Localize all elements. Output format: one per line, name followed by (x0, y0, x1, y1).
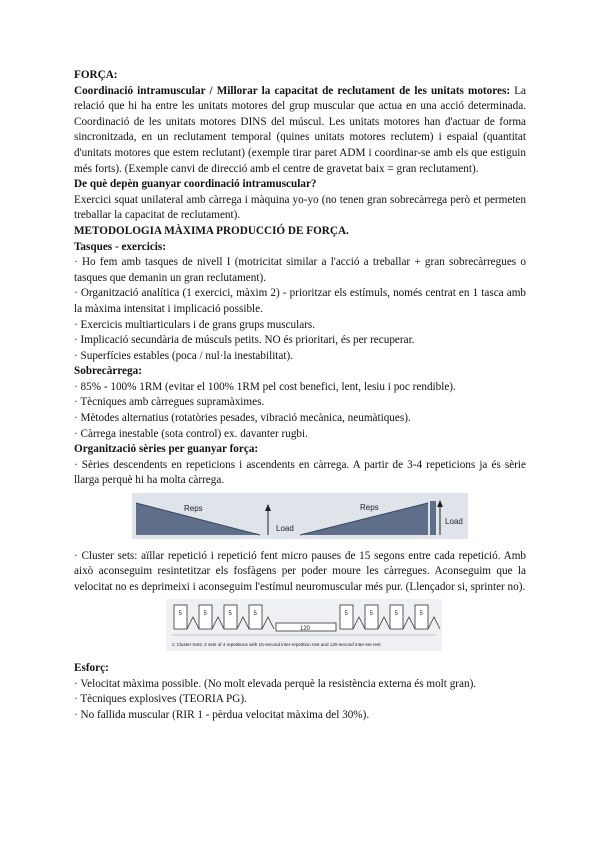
list-item: · Superfícies estables (poca / nul·la inestabilitat). (74, 349, 294, 362)
coordination-answer: Exercici squat unilateral amb càrrega i màquina yo-yo (no tenen gran sobrecàrrega però et permeten treballar la capacitat de reclutament). (74, 193, 526, 222)
rep-block (224, 605, 237, 629)
rep-label: 5 (203, 611, 207, 618)
list-item: · Exercicis multiarticulars i de grans grups musculars. (74, 318, 316, 331)
coordination-text: La relació que hi ha entre les unitats motores del grup muscular que actua en una acció determinada. Coordinació de les unitats motores DINS del múscul. Les unitats motores han d'actuar de forma sincronitzada, en un reclutament temporal (quines unitats motores reclutem) i espaial (quantitat d'unitats motores que estem reclutant) (exemple tirar paret ADM i coordinar-se amb els que estiguin més forts). (Exemple canvi de direcció amb el centre de gravetat baix = gran reclutament). (74, 84, 526, 175)
rep-label: 5 (394, 611, 398, 618)
cluster-sets-diagram (166, 599, 442, 651)
effort-heading: Esforç: (74, 662, 109, 674)
rep-block (390, 605, 403, 629)
document-page (74, 68, 526, 723)
cluster-sets-figure (166, 599, 526, 657)
rep-label: 5 (178, 611, 182, 618)
reps-load-diagram (132, 493, 468, 539)
list-item: · Càrrega inestable (sota control) ex. davanter rugbi. (74, 427, 308, 440)
coordination-question: De què depèn guanyar coordinació intramuscular? (74, 178, 317, 191)
list-item: · Organització analítica (1 exercici, màxim 2) - prioritzar els estímuls, només centrat en 1 tasca amb la màxima intensitat i implicació possible. (74, 287, 526, 315)
series-heading: Organització sèries per guanyar força: (74, 443, 259, 456)
tasks-heading: Tasques - exercicis: (74, 240, 166, 253)
coordination-heading: Coordinació intramuscular / Millorar la capacitat de reclutament de les unitats motores: (74, 84, 511, 97)
rep-label: 5 (253, 611, 257, 618)
list-item: · Tècniques amb càrregues supramàximes. (74, 396, 265, 409)
list-item: · Tècniques explosives (TEORIA PG). (74, 693, 247, 706)
list-item: · Sèries descendents en repeticions i ascendents en càrrega. A partir de 3-4 repeticions ja és sèrie llarga perquè hi ha molta càrrega. (74, 458, 526, 487)
list-item: · Cluster sets: aïllar repetició i repetició fent micro pauses de 15 segons entre cada repetició. Amb això aconseguim resintetitzar els fosfàgens per poder moure les càrregues. Aconseguim que la velocitat no es deprimeixi i aconseguim l'estímul neuromuscular més pur. (Llençador si, sprinter no). (74, 549, 526, 593)
rep-label: 5 (369, 611, 373, 618)
rep-block (199, 605, 212, 629)
overload-heading: Sobrecàrrega: (74, 365, 142, 378)
load-label-left: Load (276, 524, 294, 534)
list-item: · Velocitat màxima possible. (No molt elevada perquè la resistència externa és molt gran). (74, 677, 477, 690)
list-item: · No fallida muscular (RIR 1 - pèrdua velocitat màxima del 30%). (74, 708, 370, 721)
reps-label-right: Reps (360, 503, 379, 513)
rep-block (174, 605, 187, 629)
rep-block (340, 605, 353, 629)
list-item: · Mètodes alternatius (rotatòries pesades, vibració mecànica, neumàtiques). (74, 412, 411, 425)
reps-label-left: Reps (184, 504, 203, 514)
load-label-right: Load (445, 517, 463, 527)
coordination-paragraph (74, 84, 526, 178)
rest-label: 120 (300, 626, 311, 633)
rep-block (365, 605, 378, 629)
list-item: · Implicació secundària de músculs petits. NO és prioritari, és per recuperar. (74, 334, 415, 347)
rep-label: 5 (344, 611, 348, 618)
section-title: FORÇA: (74, 69, 118, 81)
rep-label: 5 (228, 611, 232, 618)
rep-label: 5 (419, 611, 423, 618)
cluster-caption: C Cluster Sets: 2 sets of 4 repetitions with 15-second inter-repetition rest and 120-second inter-set rest (172, 642, 381, 648)
reps-load-figure (132, 493, 526, 545)
list-item: · Ho fem amb tasques de nivell I (motricitat similar a l'acció a treballar + gran sobrecàrregues o tasques que demanin un gran reclutament). (74, 256, 526, 284)
rep-block (415, 605, 428, 629)
methodology-title: METODOLOGIA MÀXIMA PRODUCCIÓ DE FORÇA. (74, 224, 349, 237)
list-item: · 85% - 100% 1RM (evitar el 100% 1RM pel cost benefici, lent, lesiu i poc rendible). (74, 380, 456, 393)
rep-block (249, 605, 262, 629)
